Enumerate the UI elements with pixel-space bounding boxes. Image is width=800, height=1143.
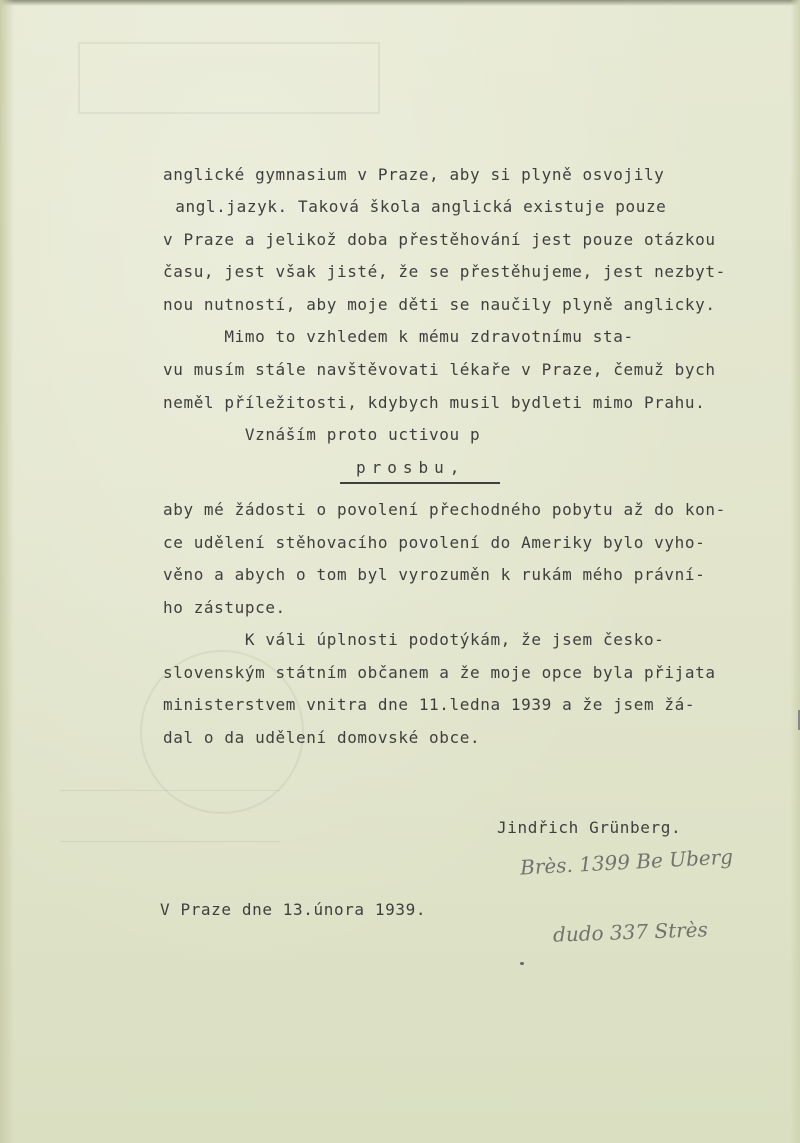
date-line: V Praze dne 13.února 1939. <box>160 900 427 919</box>
handwritten-note-1: Brès. 1399 Be Uberg <box>519 844 734 880</box>
body-line: nou nutností, aby moje děti se naučily plyně anglicky. <box>163 295 716 314</box>
prosbu-underline <box>340 482 500 484</box>
body-line: Mimo to vzhledem k mému zdravotnímu sta- <box>163 327 634 346</box>
page-edge-top <box>0 0 800 6</box>
handwritten-note-2: dudo 337 Strès <box>552 917 709 947</box>
body-line: dal o da udělení domovské obce. <box>163 728 481 747</box>
body-line: anglické gymnasium v Praze, aby si plyně osvojily <box>163 165 665 184</box>
page-edge-right <box>790 0 800 1143</box>
body-line: slovenským státním občanem a že moje opce byla přijata <box>163 663 716 682</box>
body-line: aby mé žádosti o povolení přechodného pobytu až do kon- <box>163 500 726 519</box>
body-line: ministerstvem vnitra dne 11.ledna 1939 a že jsem žá- <box>163 695 696 714</box>
body-line: Vznáším proto uctivou p <box>163 425 481 444</box>
body-line: ce udělení stěhovacího povolení do Ameriky bylo vyho- <box>163 533 706 552</box>
body-line: ho zástupce. <box>163 598 286 617</box>
faded-form-bleedthrough <box>60 790 280 842</box>
body-line: věno a abych o tom byl vyrozuměn k rukám mého právní- <box>163 565 706 584</box>
prosbu-heading: prosbu, <box>356 458 466 477</box>
ink-dot <box>520 962 524 965</box>
body-line: v Praze a jelikož doba přestěhování jest pouze otázkou <box>163 230 716 249</box>
body-line: vu musím stále navštěvovati lékaře v Praze, čemuž bych <box>163 360 716 379</box>
faded-stamp-bleedthrough <box>78 42 380 114</box>
signature-name: Jindřich Grünberg. <box>497 818 682 837</box>
body-line: K váli úplnosti podotýkám, že jsem česko- <box>163 630 665 649</box>
body-line: času, jest však jisté, že se přestěhujeme, jest nezbyt- <box>163 262 726 281</box>
body-line: neměl příležitosti, kdybych musil bydleti mimo Prahu. <box>163 393 706 412</box>
body-line: angl.jazyk. Taková škola anglická existuje pouze <box>165 197 667 216</box>
page-edge-left <box>0 0 14 1143</box>
